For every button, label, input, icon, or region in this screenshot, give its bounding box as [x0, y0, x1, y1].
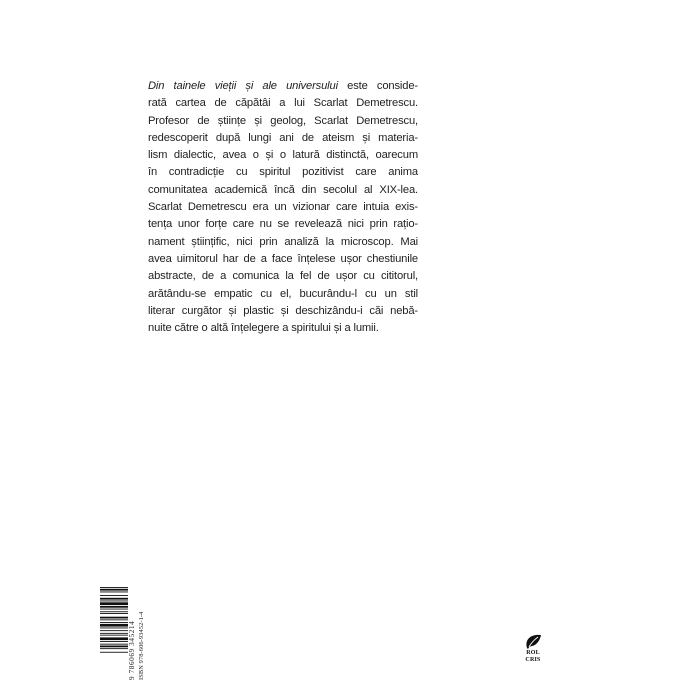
barcode-bar — [100, 611, 128, 612]
barcode-bar — [100, 628, 128, 629]
barcode-bar — [100, 595, 128, 596]
barcode-bar — [100, 630, 128, 631]
barcode-bar — [100, 606, 128, 608]
blurb-line: abstracte, de a comunica la fel de ușor cu cititorul, — [148, 270, 418, 283]
barcode-bar — [100, 652, 128, 653]
blurb-line: arătându-se empatic cu el, bucurându-l cu un stil — [148, 287, 418, 300]
blurb-line: avea uimitorul har de a face înțelese ușor chestiunile — [148, 252, 418, 265]
blurb-line: nuite către o altă înțelegere a spiritului și a lumii. — [148, 322, 379, 335]
barcode-bar — [100, 592, 128, 593]
blurb-line: rată cartea de căpătâi a lui Scarlat Demetrescu. — [148, 97, 418, 110]
barcode-bar — [100, 601, 128, 602]
barcode-bars — [100, 586, 128, 680]
barcode-bar — [100, 619, 128, 620]
barcode-bar — [100, 635, 128, 636]
blurb-line: literar curgător și plastic și deschizându-i căi nebă- — [148, 304, 418, 317]
barcode-bar — [100, 624, 128, 627]
blurb-line: nament științific, nici prin analiză la microscop. Mai — [148, 235, 418, 248]
barcode-bar — [100, 644, 128, 645]
barcode-bar — [100, 637, 128, 640]
blurb-line — [148, 78, 418, 95]
barcode-digits: 9 786069 345214 — [128, 620, 136, 680]
publisher-name-line1: ROL — [526, 650, 540, 656]
back-cover-blurb — [148, 78, 418, 337]
barcode-bar — [100, 609, 128, 610]
barcode-bar — [100, 633, 128, 634]
book-title: Din tainele vieții și ale universului — [148, 80, 338, 92]
publisher-name-line2: CRIS — [525, 657, 541, 663]
blurb-line: redescoperit după lungi ani de ateism și materia- — [148, 131, 418, 144]
barcode-bar — [100, 587, 128, 588]
barcode-bar — [100, 617, 128, 619]
blurb-line: lism dialectic, avea o și o latură distinctă, oarecum — [148, 149, 418, 162]
blurb-line: în contradicție cu spiritul pozitivist care anima — [148, 166, 418, 179]
blurb-line: tența unor forțe care nu se revelează nici prin rațio- — [148, 218, 418, 231]
barcode-bar — [100, 589, 128, 591]
barcode-bar — [100, 648, 128, 649]
isbn-label: ISBN 978-606-93452-1-4 — [138, 611, 145, 680]
barcode-bar — [100, 622, 128, 623]
barcode-bar — [100, 646, 128, 648]
barcode-bar — [100, 602, 128, 605]
blurb-line: comunitatea academică încă din secolul al XIX-lea. — [148, 183, 418, 196]
leaf-logo-icon — [524, 634, 542, 650]
blurb-line: Profesor de științe și geolog, Scarlat Demetrescu, — [148, 114, 418, 127]
publisher-logo — [518, 634, 548, 664]
blurb-line: Scarlat Demetrescu era un vizionar care intuia exis- — [148, 201, 418, 214]
barcode-bar — [100, 613, 128, 614]
barcode-bar — [100, 641, 128, 642]
blurb-line-rest: este conside- — [337, 80, 418, 92]
barcode-bar — [100, 598, 128, 600]
